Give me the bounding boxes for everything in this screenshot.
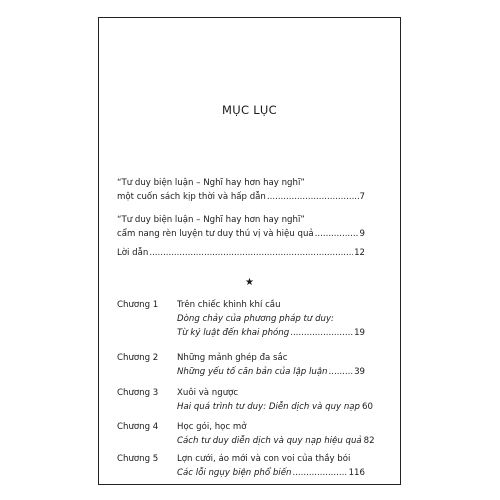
toc-chapter-2 (117, 353, 365, 378)
chapter-number: Chương 2 (117, 353, 159, 363)
toc-text: “Tư duy biện luận – Nghĩ hay hơn hay nghĩ” (117, 178, 305, 188)
toc-page-number: 82 (363, 436, 375, 446)
chapter-number: Chương 3 (117, 388, 159, 398)
chapter-title: Trên chiếc khinh khí cầu (177, 300, 281, 310)
toc-page-number: 39 (354, 367, 365, 377)
chapter-title: Học gói, học mở (177, 422, 247, 432)
star-separator: ★ (245, 277, 254, 288)
toc-chapter-5 (117, 454, 365, 479)
toc-intro-2 (117, 215, 365, 240)
chapter-number: Chương 5 (117, 454, 159, 464)
toc-chapter-4 (117, 422, 375, 447)
chapter-subtitle: Từ kỷ luật đến khai phóng ..... 19 (177, 328, 365, 339)
chapter-number: Chương 1 (117, 300, 159, 310)
chapter-subtitle: Những yếu tố căn bản của lập luận ..... 39 (177, 367, 365, 378)
toc-intro-1 (117, 178, 365, 203)
chapter-title: Xuôi và ngược (177, 388, 239, 398)
toc-line (117, 215, 365, 226)
toc-line (117, 229, 365, 240)
leader-dots (290, 328, 353, 339)
leader-dots (292, 468, 347, 479)
leader-dots (267, 192, 359, 203)
toc-page-number: 19 (354, 328, 365, 338)
chapter-number: Chương 4 (117, 422, 159, 432)
toc-text: “Tư duy biện luận – Nghĩ hay hơn hay nghĩ” (117, 215, 305, 225)
toc-line (117, 192, 365, 203)
chapter-title: Lợn cưới, áo mới và con voi của thầy bói (177, 454, 351, 464)
toc-page-number: 60 (362, 402, 373, 412)
toc-chapter-1 (117, 300, 365, 339)
leader-dots (329, 367, 354, 378)
leader-dots (315, 229, 359, 240)
chapter-subtitle: Cách tư duy diễn dịch và quy nạp hiệu quả 82 (177, 436, 375, 446)
toc-text: một cuốn sách kịp thời và hấp dẫn (117, 192, 266, 202)
toc-intro-3 (117, 248, 365, 259)
toc-page-number: 12 (354, 248, 365, 258)
toc-page-number: 9 (359, 229, 365, 239)
toc-text: cẩm nang rèn luyện tư duy thú vị và hiệu quả (117, 229, 314, 239)
chapter-subtitle: Hai quá trình tư duy: Diễn dịch và quy nạp 60 (177, 402, 373, 412)
toc-line (117, 178, 365, 189)
chapter-subtitle: Dòng chảy của phương pháp tư duy: (177, 314, 334, 324)
chapter-subtitle: Các lỗi ngụy biện phổ biến ..... 116 (177, 468, 365, 479)
leader-dots (149, 248, 353, 259)
toc-text: Lời dẫn (117, 248, 149, 258)
toc-page-number: 7 (359, 192, 365, 202)
page-title: MỤC LỤC (222, 103, 277, 117)
book-page (98, 17, 401, 485)
toc-chapter-3 (117, 388, 373, 413)
chapter-title: Những mảnh ghép đa sắc (177, 353, 288, 363)
toc-page-number: 116 (348, 468, 365, 478)
toc-line (117, 248, 365, 259)
